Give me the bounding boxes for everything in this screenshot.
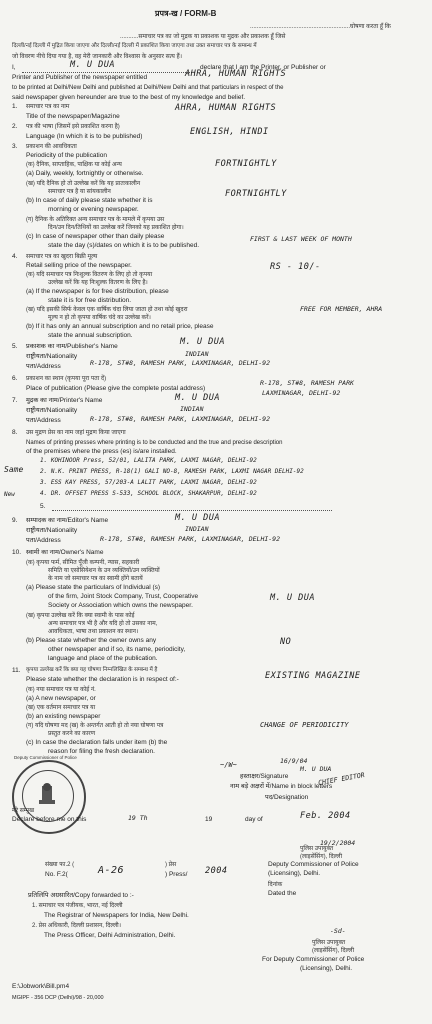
- item-9-label: सम्पादक का नाम/Editor's Name: [26, 517, 109, 524]
- item-6-hi: प्रकाशन का स्थान (कृपया पूरा पता दें): [26, 376, 107, 382]
- item-3c-hi2: दिन/उन दिन/तिथियों का उल्लेख करें जिनको यह प्रकाशित होगा।: [48, 225, 184, 231]
- item-8-num: 8.: [12, 429, 18, 436]
- declare-day: 19 Th: [128, 814, 148, 822]
- item-7-addr-value: R-178, ST#8, RAMESH PARK, LAXMINAGAR, DELHI-92: [90, 415, 271, 423]
- item-3b-value: FORTNIGHTLY: [225, 189, 287, 199]
- press-4: 4. DR. OFFSET PRESS S-533, SCHOOL BLOCK, SHAKARPUR, DELHI-92: [40, 490, 257, 497]
- item-1-num: 1.: [12, 103, 18, 110]
- official-licensing: (Licensing), Delhi.: [268, 870, 321, 877]
- item-4b-hi: (ख) यदि इसकी सिर्फ केवल एक वार्षिक चंदा लिया जाता हो तथा कोई खुदरा: [26, 307, 188, 313]
- copy-1: The Registrar of Newspapers for India, New Delhi.: [44, 912, 189, 919]
- item-11-hi: कृपया उल्लेख करें कि क्या यह घोषणा निम्नलिखित के सम्बन्ध में है: [26, 667, 158, 673]
- item-1-label: Title of the newspaper/Magazine: [26, 113, 120, 120]
- printer-publisher-text: Printer and Publisher of the newspaper entitled: [12, 74, 148, 81]
- item-6-num: 6.: [12, 375, 18, 382]
- official-police-hi: पुलिस उपायुक्त: [300, 846, 334, 852]
- press-5: 5.: [40, 503, 46, 510]
- i-label: I,: [12, 64, 16, 71]
- item-11c-label: (c) In case the declaration falls under item (b) the: [26, 739, 168, 746]
- item-10b-hi2: अन्य समाचार पत्र भी है और यदि हो तो उसका नाम,: [48, 621, 158, 627]
- item-11-label: Please state whether the declaration is in respect of:-: [26, 676, 179, 683]
- item-3c-hi: (ग) दैनिक के अतिरिक्त अन्य समाचार पत्र के मामले में कृपया उस: [26, 217, 165, 223]
- form-title: प्रपत्र-ख / FORM-B: [155, 9, 217, 18]
- bottom-licensing: (Licensing), Delhi.: [300, 965, 353, 972]
- item-2-value: ENGLISH, HINDI: [190, 127, 269, 137]
- item-3c-value: FIRST & LAST WEEK OF MONTH: [250, 235, 352, 243]
- official-deputy: Deputy Commissioner of Police: [268, 861, 359, 868]
- item-4-value: RS - 10/-: [270, 262, 321, 272]
- item-8-label: Names of printing presses where printing is to be conducted and the true and precise description: [26, 440, 283, 446]
- item-6-label: Place of publication (Please give the complete postal address): [26, 385, 206, 392]
- press-hi: ) प्रेस: [165, 862, 177, 868]
- item-3-label: Periodicity of the publication: [26, 152, 107, 159]
- item-4b-value: FREE FOR MEMBER, AHRA: [300, 305, 383, 313]
- item-4-hi: समाचार पत्र का खुदरा बिक्री मूल्य: [26, 254, 98, 260]
- item-5-num: 5.: [12, 343, 18, 350]
- item-11-value: EXISTING MAGAZINE: [265, 671, 361, 681]
- item-7-addr-label: पता/Address: [26, 417, 61, 424]
- to-be-printed-text: to be printed at Delhi/New Delhi and published at Delhi/New Delhi and that particulars in respect of the: [12, 85, 284, 91]
- official-licensing-hi: (लाइसेंसिंग), दिल्ली: [300, 854, 343, 860]
- day-of-label: day of: [245, 816, 263, 823]
- item-4b-hi2: मूल्य न हो तो कृपया वार्षिक चंदे का उल्लेख करें।: [48, 315, 151, 321]
- item-10b-value: NO: [280, 637, 292, 647]
- item-11b-hi: (ख) एक वर्तमान समाचार पत्र या: [26, 705, 96, 711]
- item-5-addr-label: पता/Address: [26, 363, 61, 370]
- item-11a-hi: (क) नया समाचार पत्र या कोई नं.: [26, 687, 96, 693]
- item-3b-label2: morning or evening newspaper.: [48, 206, 139, 213]
- declare-year-prefix: 19: [205, 816, 213, 823]
- item-1-value: AHRA, HUMAN RIGHTS: [175, 103, 277, 113]
- item-10a-label2: of the firm, Joint Stock Company, Trust, Cooperative: [48, 593, 199, 600]
- newspaper-name-top: AHRA, HUMAN RIGHTS: [185, 69, 287, 79]
- item-4a-hi2: उल्लेख करें कि यह निःशुल्क वितरण के लिए है।: [48, 280, 148, 286]
- item-3-hi: प्रकाशन की आवधिकता: [26, 144, 77, 150]
- item-5-label: प्रकाशक का नाम/Publisher's Name: [26, 343, 118, 350]
- item-11c-hi: (ग) यदि घोषणा मद (ख) के अन्तर्गत आती हो तो नया घोषणा पत्र: [26, 723, 164, 729]
- before-hi: मेरे सम्मुख: [12, 808, 35, 814]
- item-5-value: M. U DUA: [180, 337, 225, 347]
- item-10b-hi: (ख) कृपया उल्लेख करें कि क्या स्वामी के पास कोई: [26, 613, 135, 619]
- item-9-addr-value: R-178, ST#8, RAMESH PARK, LAXMINAGAR, DELHI-92: [100, 535, 281, 543]
- copy-2-hi: 2. प्रेस अधिकारी, दिल्ली प्रशासन, दिल्ली।: [32, 923, 121, 929]
- signature-name: M. U DUA: [300, 765, 332, 773]
- decl-hi-1: ............................................................घोषणा करता हूँ कि: [250, 24, 391, 30]
- item-9-nat-value: INDIAN: [185, 525, 209, 533]
- item-11c-hi2: प्रस्तुत करने का कारण: [48, 731, 96, 737]
- item-2-label: Language (In which it is to be published): [26, 133, 143, 140]
- sankhya-hi: संख्या फा.2 (: [45, 862, 75, 868]
- seal-text: Deputy Commissioner of Police: [14, 755, 77, 760]
- declare-before-text: Declare before me on this: [12, 816, 87, 823]
- item-7-value: M. U DUA: [175, 393, 220, 403]
- item-3a-hi: (क) दैनिक, साप्ताहिक, पाक्षिक या कोई अन्य: [26, 162, 122, 168]
- no-label: No. F.2(: [45, 871, 68, 878]
- item-6-value: R-178, ST#8, RAMESH PARK: [260, 379, 354, 387]
- item-4a-label2: state it is for free distribution.: [48, 297, 132, 304]
- item-9-num: 9.: [12, 517, 18, 524]
- declare-text: declare that I am the Printer, or Publisher or: [200, 64, 326, 71]
- item-10a-value: M. U DUA: [270, 593, 315, 603]
- copy-forwarded: प्रतिलिपि अग्रसारित/Copy forwarded to :-: [28, 892, 134, 899]
- item-3c-label: (c) In case of newspaper other than daily please: [26, 233, 165, 240]
- item-7-label: मुद्रक का नाम/Printer's Name: [26, 397, 103, 404]
- press-3: 3. ESS KAY PRESS, 57/203-A LALIT PARK, LAXMI NAGAR, DELHI-92: [40, 479, 257, 486]
- declare-month: Feb. 2004: [300, 811, 351, 821]
- press-year: 2004: [205, 866, 228, 876]
- item-11c-label2: reason for filing the fresh declaration.: [48, 748, 155, 755]
- declarant-name: M. U DUA: [70, 60, 115, 70]
- item-4-num: 4.: [12, 253, 18, 260]
- item-7-nat-value: INDIAN: [180, 405, 204, 413]
- bottom-deputy: For Deputy Commissioner of Police: [262, 956, 365, 963]
- item-3a-value: FORTNIGHTLY: [215, 159, 277, 169]
- item-10a-hi3: के नाम जो समाचार पत्र का स्वामी होंगे बतायें: [48, 576, 143, 582]
- item-3a-label: (a) Daily, weekly, fortnightly or otherwise.: [26, 170, 144, 177]
- item-9-value: M. U DUA: [175, 513, 220, 523]
- item-4a-hi: (क) यदि समाचार पत्र निःशुल्क वितरण के लिए हो तो कृपया: [26, 272, 153, 278]
- item-10b-label3: language and place of the publication.: [48, 655, 158, 662]
- said-newspaper-text: said newspaper given hereunder are true to the best of my knowledge and belief.: [12, 94, 246, 101]
- item-8-label2: of the premises where the press (es) is/are installed.: [26, 448, 177, 455]
- item-7-nat-label: राष्ट्रीयता/Nationality: [26, 407, 78, 414]
- bottom-police-hi: पुलिस उपायुक्त: [312, 940, 346, 946]
- item-10b-hi3: आवधिकता, भाषा तथा प्रकाशन का स्थान।: [48, 629, 139, 635]
- item-4a-label: (a) If the newspaper is for free distribution, please: [26, 288, 169, 295]
- press-2: 2. N.K. PRINT PRESS, R-18(1) GALI NO-8, RAMESH PARK, LAXMI NAGAR DELHI-92: [40, 468, 304, 475]
- press-5-line: [52, 510, 332, 511]
- item-8-hi: उस मुद्रण प्रेस का नाम जहां मुद्रण किया जाएगा: [26, 430, 126, 436]
- item-5-addr-value: R-178, ST#8, RAMESH PARK, LAXMINAGAR, DELHI-92: [90, 359, 271, 367]
- signature-date: 16/9/04: [280, 757, 308, 765]
- item-4b-label2: state the annual subscription.: [48, 332, 133, 339]
- footer-print: MGIPF - 356 DCP (Delhi)/98 - 20,000: [12, 995, 104, 1001]
- item-11b-label: (b) an existing newspaper: [26, 713, 101, 720]
- decl-hi-4: जो विवरण नीचे दिया गया है, वह मेरी जानकारी और विश्वास के अनुसार सत्य हैं।: [12, 54, 183, 60]
- item-5-nat-label: राष्ट्रीयता/Nationality: [26, 353, 78, 360]
- copy-1-hi: 1. समाचार पत्र पंजीयक, भारत, नई दिल्ली: [32, 903, 123, 909]
- item-1-hi: समाचार पत्र का नाम: [26, 104, 70, 110]
- item-3-num: 3.: [12, 143, 18, 150]
- designation-label: पद/Designation: [265, 794, 309, 801]
- designation-value: CHIEF EDITOR: [317, 770, 366, 788]
- item-10-label: स्वामी का नाम/Owner's Name: [26, 549, 104, 556]
- item-10-num: 10.: [12, 549, 22, 556]
- item-3b-label: (b) In case of daily please state whether it is: [26, 197, 153, 204]
- copy-2: The Press Officer, Delhi Administration, Delhi.: [44, 932, 176, 939]
- press-1: 1. KOHINOOR Press, 52/01, LALITA PARK, LAXMI NAGAR, DELHI-92: [40, 457, 257, 464]
- press-side-note: Same: [4, 465, 24, 474]
- item-11a-label: (a) A new newspaper, or: [26, 695, 96, 702]
- item-5-nat-value: INDIAN: [185, 350, 209, 358]
- item-7-num: 7.: [12, 397, 18, 404]
- dinank-hi: दिनांक: [268, 882, 283, 888]
- emblem-icon: [34, 782, 60, 808]
- press-side-note-2: New: [4, 491, 15, 498]
- item-2-hi: पत्र की भाषा (जिसमें इसे प्रकाशित करना है): [26, 124, 120, 130]
- item-11-num: 11.: [12, 667, 21, 674]
- item-3b-hi2: समाचार पत्र है या सांयकालीन: [48, 189, 111, 195]
- item-10b-label2: other newspaper and if so, its name, periodicity,: [48, 646, 186, 653]
- item-10b-label: (b) Please state whether the owner owns any: [26, 637, 157, 644]
- decl-hi-3: दिल्ली/नई दिल्ली में मुद्रित किया जाएगा और दिल्ली/नई दिल्ली में प्रकाशित किया जाएगा तथा उक्त समाचार पत्र के सम्बन्ध में: [12, 43, 257, 49]
- item-3c-label2: state the day (s)/dates on which it is to be published.: [48, 242, 200, 249]
- item-10a-hi2: समिति या एसोसियेशन के उन व्यक्तियों/उन व्यक्तियों: [48, 568, 160, 574]
- item-11c-value: CHANGE OF PERIODICITY: [260, 721, 349, 729]
- dated-label: Dated the: [268, 890, 297, 897]
- item-10a-label: (a) Please state the particulars of Individual (s): [26, 584, 161, 591]
- name-block-label: नाम बड़े अक्षरों में/Name in block letters: [230, 783, 333, 790]
- name-line: [22, 72, 192, 73]
- signature-scrawl: ~/W~: [220, 761, 237, 769]
- press-label: ) Press/: [165, 871, 188, 878]
- bottom-licensing-hi: (लाइसेंसिंग), दिल्ली: [312, 948, 355, 954]
- decl-hi-2: ...........समाचार पत्र का जो मुद्रक या प्रकाशक या मुद्रक और प्रकाशक हूँ जिसे: [120, 34, 286, 40]
- item-6-value2: LAXMINAGAR, DELHI-92: [262, 389, 341, 397]
- item-4b-label: (b) If it has only an annual subscription and no retail price, please: [26, 323, 214, 330]
- item-9-addr-label: पता/Address: [26, 537, 61, 544]
- no-value: A-26: [98, 865, 125, 876]
- item-4-label: Retail selling price of the newspaper.: [26, 262, 132, 269]
- item-10a-label3: Society or Association which owns the newspaper.: [48, 602, 193, 609]
- footer-file: E:\Jobwork\Bill.pm4: [12, 983, 70, 990]
- item-10a-hi: (क) कृपया फर्म, सीमित पूँजी कम्पनी, न्यास, सहकारी: [26, 560, 140, 566]
- signature-label: हस्ताक्षर/Signature: [240, 773, 289, 780]
- bottom-scrawl: -Sd-: [330, 927, 346, 935]
- item-9-nat-label: राष्ट्रीयता/Nationality: [26, 527, 78, 534]
- item-2-num: 2.: [12, 123, 18, 130]
- official-sign-date: 19/2/2004: [320, 839, 356, 847]
- item-3b-hi: (ख) यदि दैनिक हो तो उल्लेख करें कि यह प्रातःकालीन: [26, 181, 141, 187]
